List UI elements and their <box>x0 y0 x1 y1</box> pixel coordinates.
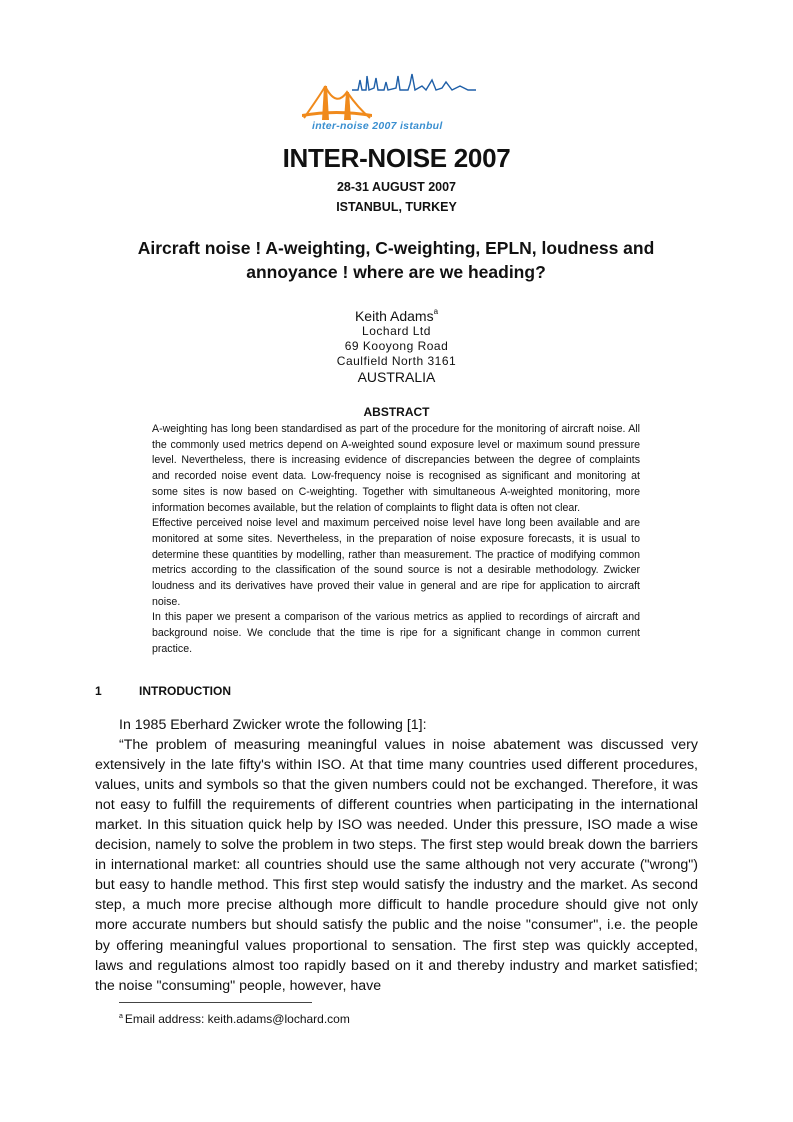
section-body <box>95 715 698 996</box>
conference-title: INTER-NOISE 2007 <box>282 143 511 173</box>
author-name-text: Keith Adams <box>354 308 434 324</box>
author-country: AUSTRALIA <box>357 369 436 385</box>
abstract-heading: ABSTRACT <box>363 405 430 419</box>
paper-title <box>90 236 702 284</box>
affiliation-line: Lochard Ltd <box>362 324 431 338</box>
logo-caption: inter-noise 2007 istanbul <box>312 120 443 132</box>
abstract-body <box>152 422 640 658</box>
footnote-rule <box>119 1002 312 1003</box>
abstract-paragraph: In this paper we present a comparison of the various metrics as applied to recordings of aircraft and background noise. We conclude that the time is ripe for a significant change in common current practice. <box>152 611 640 655</box>
bridge-deck <box>302 111 372 117</box>
body-paragraph: “The problem of measuring meaningful values in noise abatement was discussed very extensively in the late fifty's within ISO. At that time many countries used different procedures, values, units and symbols so that the given numbers could not be exchanged. Therefore, it was not easy to fulfill the requirements of different countries when participating in the international market. In this situation quick help by ISO was needed. Under this pressure, ISO made a wise decision, namely to solve the problem in two steps. The first step would break down the barriers in international market: all countries should use the same although not very accurate ("wrong") but easy to handle method. This first step would satisfy the industry and the market. As second step, a much more precise although more difficult to handle procedure should give not only more accurate numbers but should satisfy the public and the noise "consumer", i.e. the people by offering meaningful values proportional to sensation. The first step was quickly accepted, laws and regulations almost too rapidly based on it and thereby industry and market satisfied; the noise "consuming" people, however, have <box>95 737 698 994</box>
section-number: 1 <box>95 684 102 698</box>
conference-location: ISTANBUL, TURKEY <box>336 200 457 214</box>
affiliation-line: Caulfield North 3161 <box>336 354 457 368</box>
section-heading <box>95 684 231 698</box>
affiliation-line: 69 Kooyong Road <box>344 339 449 353</box>
skyline-line <box>352 74 476 90</box>
section-title: INTRODUCTION <box>139 684 231 698</box>
footnote-text: Email address: keith.adams@lochard.com <box>124 1012 350 1026</box>
author-marker: a <box>433 307 439 316</box>
paper-title-line-1: Aircraft noise ! A-weighting, C-weighting, EPLN, loudness and <box>137 238 655 258</box>
paper-title-line-2: annoyance ! where are we heading? <box>246 262 546 282</box>
footnote-marker: a <box>119 1013 123 1020</box>
author-name <box>0 307 793 324</box>
footnote <box>119 1012 350 1026</box>
conference-dates: 28-31 AUGUST 2007 <box>336 180 457 194</box>
abstract-paragraph: Effective perceived noise level and maximum perceived noise level have long been available and are monitored at some sites. Nevertheless, in the preparation of noise exposure forecasts, it is usual to determine these quantities by modelling, rather than measurement. The practice of modifying common metrics according to the classification of the sound source is not a desirable methodology. Zwicker loudness and its derivatives have proved their value in general and are ripe for application to aircraft noise. <box>152 517 640 608</box>
body-paragraph: In 1985 Eberhard Zwicker wrote the following [1]: <box>119 717 427 733</box>
abstract-paragraph: A-weighting has long been standardised as part of the procedure for the monitoring of aircraft noise. All the commonly used metrics depend on A-weighted sound exposure level or maximum sound pressure level. Nevertheless, there is increasing evidence of discrepancies between the degree of complaints and recorded noise event data. Low-frequency noise is recognised as significant and monitoring at some sites is now based on C-weighting. Together with simultaneous A-weighted monitoring, more information becomes available, but the relation of complaints to flight data is often not clear. <box>152 423 640 514</box>
